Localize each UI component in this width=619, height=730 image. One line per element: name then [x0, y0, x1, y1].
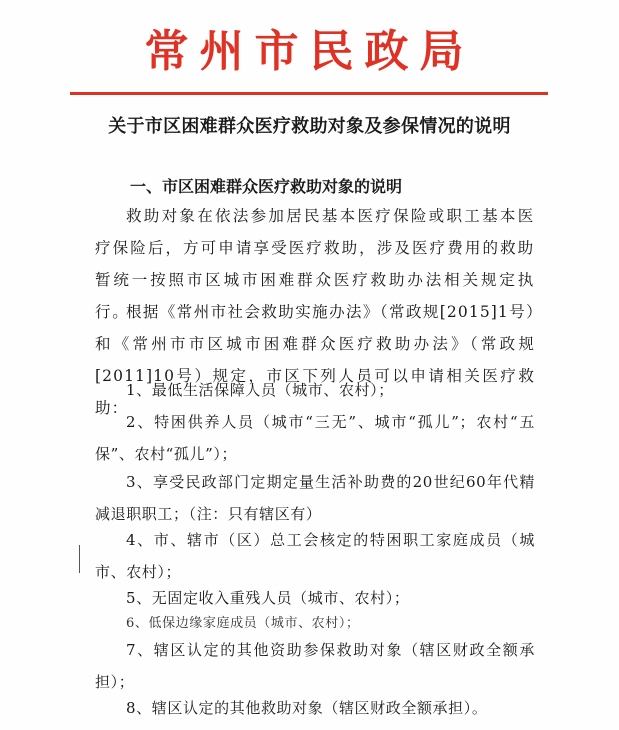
list-item: 1、最低生活保障人员（城市、农村）；: [126, 381, 394, 399]
list-item: 4、市、辖市（区）总工会核定的特困职工家庭成员（城市、农村）；: [95, 531, 535, 581]
list-item: 6、低保边缘家庭成员（城市、农村）；: [126, 616, 360, 631]
section-heading: 一、市区困难群众医疗救助对象的说明: [130, 177, 403, 196]
letterhead-divider: [70, 92, 548, 95]
margin-mark: [79, 545, 80, 573]
list-item: 3、享受民政部门定期定量生活补助费的20世纪60年代精减退职职工；（注：只有辖区有）: [95, 473, 535, 523]
list-item: 8、辖区认定的其他救助对象（辖区财政全额承担）。: [126, 699, 488, 717]
list-item: 7、辖区认定的其他资助参保救助对象（辖区财政全额承担）；: [95, 641, 535, 691]
document-title: 关于市区困难群众医疗救助对象及参保情况的说明: [108, 116, 511, 137]
list-item: 5、无固定收入重残人员（城市、农村）；: [126, 589, 410, 607]
paragraph: 救助对象在依法参加居民基本医疗保险或职工基本医疗保险后，方可申请享受医疗救助，涉及医疗费用的救助暂统一按照市区城市困难群众医疗救助办法相关规定执行。: [95, 207, 535, 321]
letterhead-title: 常州市民政局: [144, 26, 475, 77]
list-item: 2、特困供养人员（城市“三无”、城市“孤儿”；农村“五保”、农村“孤儿”）；: [95, 413, 535, 463]
paragraph: 根据《常州市社会救助实施办法》（常政规[2015]1号）和《常州市市区城市困难群众医疗救助办法》（常政规[2011]10号）规定，市区下列人员可以申请相关医疗救助：: [95, 303, 535, 417]
